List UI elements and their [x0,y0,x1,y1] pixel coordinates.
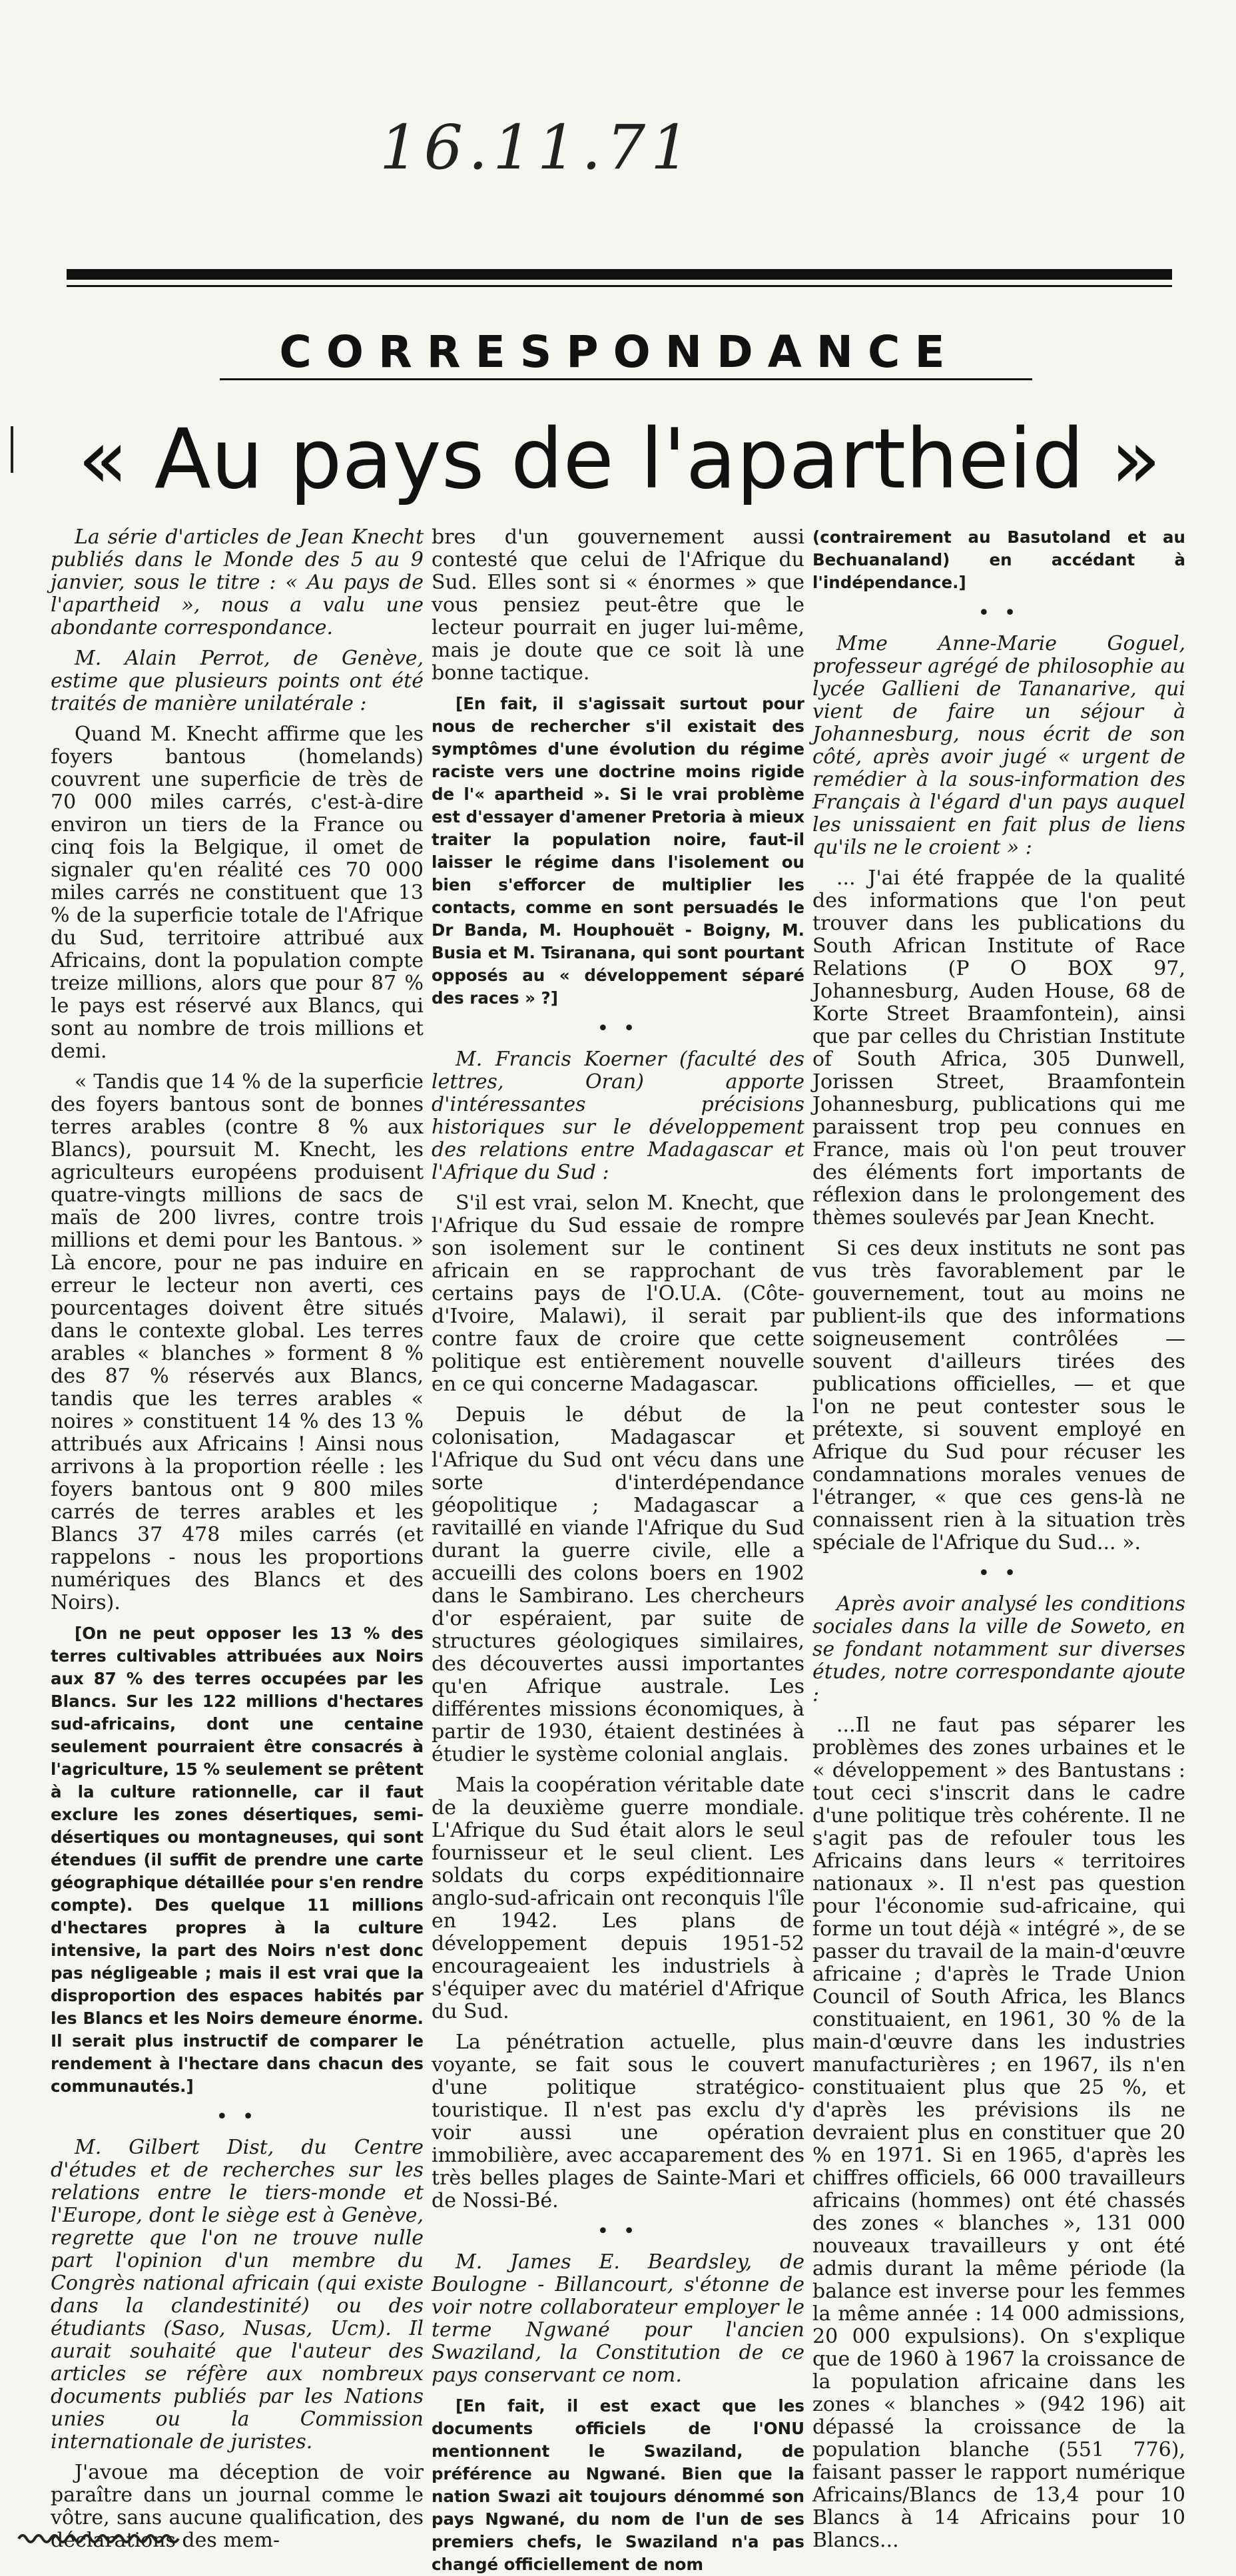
letter-body: ... J'ai été frappée de la qualité des informations que l'on peut trouver dans les publications du South African Institute of Race Relations (P O BOX 97, Johannesburg, Auden House, 68 de Korte Street Braamfontein), ainsi que par celles du Christian Institute of South Africa, 305 Dunwell, Jorissen Street, Braamfontein Johannesburg, publications qui me paraissent trop peu connues en France, mais où l'on peut trouver des éléments fort importants de réflexion dans le prolongement des thèmes soulevés par Jean Knecht. [812,866,1185,1229]
separator-dots: • • [978,601,1020,625]
column-2 [432,525,804,2574]
letter-body: Quand M. Knecht affirme que les foyers bantous (homelands) couvrent une superficie de très de 70 000 miles carrés, c'est-à-dire environ un tiers de la France ou cinq fois la Belgique, il omet de signaler qu'en réalité ces 70 000 miles carrés ne constituent que 13 % de la superficie totale de l'Afrique du Sud, territoire attribué aux Africains, dont la population compte treize millions, alors que pour 87 % le pays est réservé aux Blancs, qui sont au nombre de trois millions et demi. [51,723,424,1063]
section-heading: CORRESPONDANCE [279,326,960,378]
letter-body: La pénétration actuelle, plus voyante, se fait sous le couvert d'une politique stratégico-touristique. Il n'est pas exclu d'y voir aussi une opération immobilière, avec accaparement des très belles plages de Sainte-Mari et de Nossi-Bé. [432,2031,804,2212]
margin-mark [11,426,13,473]
letter-intro-goguel: Mme Anne-Marie Goguel, professeur agrégé de philosophie au lycée Gallieni de Tananarive, qui vient de faire un séjour à Johannesburg, nous écrit de son côté, après avoir jugé « urgent de remédier à la sous-information des Français à l'égard d'un pays auquel les unissaient en fait plus de liens qu'ils ne le croient » : [812,632,1185,859]
top-rule-thick [67,269,1172,280]
letter-body: ...Il ne faut pas séparer les problèmes des zones urbaines et le « développement » des Bantustans : tout ceci s'inscrit dans le cadre d'une politique très cohérente. Il ne s'agit pas de refouler tous les Africains dans leurs « territoires nationaux ». Il n'est pas question pour l'économie sud-africaine, qui forme un tout déjà « intégré », de se passer du travail de la main-d'œuvre africaine ; d'après le Trade Union Council of South Africa, les Blancs constituaient, en 1961, 30 % de la main-d'œuvre dans les industries manufacturières ; en 1967, ils n'en constituaient plus que 25 %, et d'après les prévisions ils ne devraient plus en constituer que 20 % en 1971. Si en 1965, d'après les chiffres officiels, 66 000 travailleurs africains (hommes) ont été chassés des zones « blanches », 131 000 nouveaux travailleurs y ont été admis durant la même période (la balance est inverse pour les femmes la même année : 14 000 admissions, 20 000 expulsions). On s'explique que de 1960 à 1967 la croissance de la population africaine dans les zones « blanches » (942 196) ait dépassé la croissance de la population blanche (551 776), faisant passer le rapport numérique Africains/Blancs de 13,4 pour 10 Blancs à 14 Africains pour 10 Blancs... [812,1714,1185,2552]
intro-paragraph: La série d'articles de Jean Knecht publiés dans le Monde des 5 au 9 janvier, sous le titre : « Au pays de l'apartheid », nous a valu une abondante correspondance. [51,525,424,639]
separator-dots: • • [978,1562,1020,1585]
editor-reply: [On ne peut opposer les 13 % des terres cultivables attribuées aux Noirs aux 87 % des terres occupées par les Blancs. Sur les 122 millions d'hectares sud-africains, dont une centaine seulement pourraient être consacrés à l'agriculture, 15 % seulement se prêtent à la culture rationnelle, car il faut exclure les zones désertiques, semi-désertiques ou montagneuses, qui sont étendues (il suffit de prendre une carte géographique détaillée pour s'en rendre compte). Des quelque 11 millions d'hectares propres à la culture intensive, la part des Noirs n'est donc pas négligeable ; mais il est vrai que la disproportion des espaces habités par les Blancs et les Noirs demeure énorme. Il serait plus instructif de comparer le rendement à l'hectare dans chacun des communautés.] [51,1624,424,2096]
article-title: « Au pays de l'apartheid » [77,412,1161,507]
handwritten-date-note: 16.11.71 [380,112,695,183]
section-underline [220,378,1032,380]
separator-dots: • • [597,2220,639,2243]
separator-dots: • • [216,2105,258,2128]
letter-intro-koerner: M. Francis Koerner (faculté des lettres, Oran) apporte d'intéressantes précisions historiques sur le développement des relations entre Madagascar et l'Afrique du Sud : [432,1048,804,1184]
letter-body: Mais la coopération véritable date de la deuxième guerre mondiale. L'Afrique du Sud était alors le seul fournisseur et le seul client. Les soldats du corps expéditionnaire anglo-sud-africain ont reconquis l'île en 1942. Les plans de développement depuis 1951-52 encourageaient les industriels à s'équiper avec du matériel d'Afrique du Sud. [432,1773,804,2023]
letter-intro-beardsley: M. James E. Beardsley, de Boulogne - Billancourt, s'étonne de voir notre collaborateur employer le terme Ngwané pour l'ancien Swaziland, la Constitution de ce pays conservant ce nom. [432,2250,804,2387]
column-1 [51,525,424,2552]
letter-body-continued: bres d'un gouvernement aussi contesté que celui de l'Afrique du Sud. Elles sont si « énormes » que vous pensiez peut-être que le lecteur pourrait en juger lui-même, mais je doute que ce soit là une bonne tactique. [432,525,804,685]
letter-body: « Tandis que 14 % de la superficie des foyers bantous sont de bonnes terres arables (contre 8 % aux Blancs), poursuit M. Knecht, les agriculteurs européens produisent quatre-vingts millions de sacs de maïs de 200 livres, contre trois millions et demi pour les Bantous. » Là encore, pour ne pas induire en erreur le lecteur non averti, ces pourcentages doivent être situés dans le contexte global. Les terres arables « blanches » forment 8 % des 87 % réservés aux Blancs, tandis que les terres arables « noires » constituent 14 % des 13 % attribués aux Africains ! Ainsi nous arrivons à la proportion réelle : les foyers bantous ont 9 800 miles carrés de terres arables et les Blancs 37 478 miles carrés (et rappelons - nous les proportions numériques des Blancs et des Noirs). [51,1070,424,1614]
editor-reply: [En fait, il est exact que les documents officiels de l'ONU mentionnent le Swaziland, de préférence au Ngwané. Bien que la nation Swazi ait toujours dénommé son pays Ngwané, du nom de l'un de ses premiers chefs, le Swaziland n'a pas changé officiellement de nom [432,2396,804,2574]
letter-intro-perrot: M. Alain Perrot, de Genève, estime que plusieurs points ont été traités de manière unilatérale : [51,647,424,715]
letter-body: Si ces deux instituts ne sont pas vus très favorablement par le gouvernement, tout au moins ne publient-ils que des informations soigneusement contrôlées — souvent d'ailleurs tirées des publications officielles, — et que l'on ne peut contester sous le prétexte, si souvent employé en Afrique du Sud pour récuser les condamnations morales venues de l'étranger, « que ces gens-là ne connaissent rien à la situation très spéciale de l'Afrique du Sud... ». [812,1237,1185,1554]
column-3 [812,526,1185,2552]
letter-body: Depuis le début de la colonisation, Madagascar et l'Afrique du Sud ont vécu dans une sorte d'interdépendance géopolitique ; Madagascar a ravitaillé en viande l'Afrique du Sud durant la guerre civile, elle a accueilli des colons boers en 1902 dans le Sambirano. Les chercheurs d'or espéraient, par suite de structures géologiques similaires, des découvertes aussi importantes qu'en Afrique australe. Les différentes missions économiques, à partir de 1930, étaient destinées à étudier le système colonial anglais. [432,1403,804,1766]
letter-body: J'avoue ma déception de voir paraître dans un journal comme le vôtre, sans aucune qualification, des déclarations des mem- [51,2461,424,2552]
letter-body: S'il est vrai, selon M. Knecht, que l'Afrique du Sud essaie de rompre son isolement sur le continent africain en se rapprochant de certains pays de l'O.U.A. (Côte-d'Ivoire, Malawi), il serait par contre faux de croire que cette politique est entièrement nouvelle en ce qui concerne Madagascar. [432,1191,804,1396]
editor-reply: [En fait, il s'agissait surtout pour nous de rechercher s'il existait des symptômes d'une évolution du régime raciste vers une doctrine moins rigide de l'« apartheid ». Si le vrai problème est d'essayer d'amener Pretoria à mieux traiter la population noire, faut-il laisser le régime dans l'isolement ou bien s'efforcer de multiplier les contacts, comme en sont persuadés le Dr Banda, M. Houphouët - Boigny, M. Busia et M. Tsiranana, qui sont pourtant opposés au « développement séparé des races » ?] [432,694,804,1008]
wavy-edge-mark [19,2532,185,2545]
separator-dots: • • [597,1017,639,1040]
editor-reply-continued: (contrairement au Basutoland et au Bechuanaland) en accédant à l'indépendance.] [812,527,1185,592]
top-rule-thin [67,285,1172,287]
letter-intro-dist: M. Gilbert Dist, du Centre d'études et de recherches sur les relations entre le tiers-monde et l'Europe, dont le siège est à Genève, regrette que l'on ne trouve nulle part l'opinion d'un membre du Congrès national africain (qui existe dans la clandestinité) ou des étudiants (Saso, Nusas, Ucm). Il aurait souhaité que l'auteur des articles se réfère aux nombreux documents publiés par les Nations unies ou la Commission internationale de juristes. [51,2136,424,2453]
letter-intro-soweto: Après avoir analysé les conditions sociales dans la ville de Soweto, en se fondant notamment sur diverses études, notre correspondante ajoute : [812,1592,1185,1706]
